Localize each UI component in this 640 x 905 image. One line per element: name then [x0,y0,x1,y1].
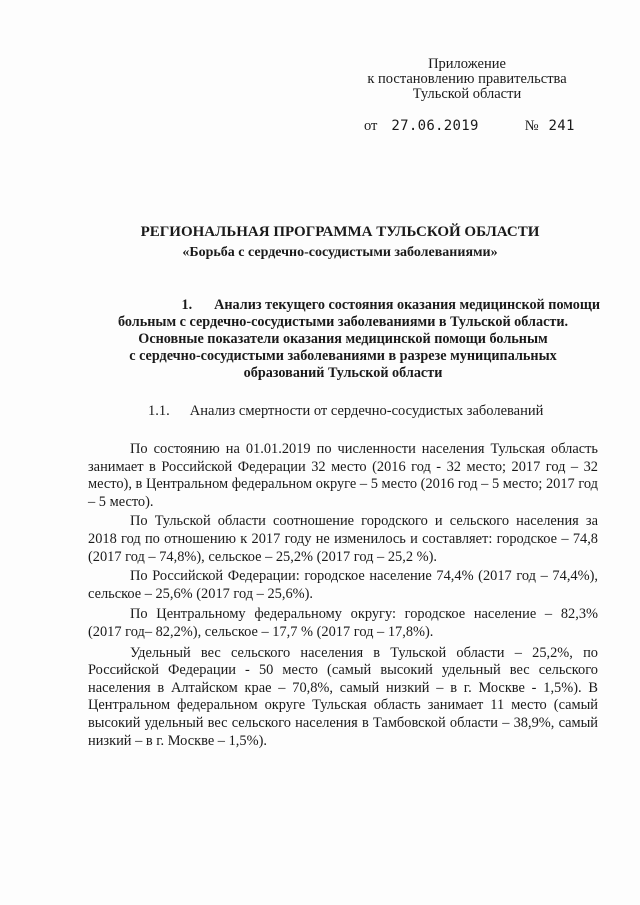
document-number: 241 [548,118,575,134]
subsection-1-1-number: 1.1. [148,403,170,419]
section-1-heading [86,297,600,382]
section-1-line-4: с сердечно-сосудистыми заболеваниями в разрезе муниципальных [129,348,557,364]
date-prefix: от [364,118,378,134]
section-1-line-1 [86,297,600,314]
body-text [88,441,598,752]
paragraph: По Центральному федеральному округу: городское население – 82,3% (2017 год– 82,2%), сельское – 17,7 % (2017 год – 17,8%). [88,606,598,640]
paragraph: По Тульской области соотношение городского и сельского населения за 2018 год по отношению к 2017 году не изменилось и составляет: городское – 74,8 (2017 год – 74,8%), сельское – 25,2% (2017 год – 25,2 %). [88,513,598,565]
section-1-line-2: больным с сердечно-сосудистыми заболеваниями в Тульской области. [117,314,569,330]
annex-line-3: Тульской области [412,86,522,102]
program-title: РЕГИОНАЛЬНАЯ ПРОГРАММА ТУЛЬСКОЙ ОБЛАСТИ [140,224,540,240]
number-prefix: № [524,118,539,134]
document-reference [364,118,575,135]
program-subtitle: «Борьба с сердечно-сосудистыми заболеваниями» [182,245,498,260]
document-date: 27.06.2019 [391,118,479,134]
paragraph: Удельный вес сельского населения в Тульской области – 25,2%, по Российской Федерации - 50 место (самый высокий удельный вес сельского населения в Алтайском крае – 70,8%, самый низкий – в г. Москве - 1,5%). В Центральном федеральном округе Тульская область занимает 11 место (самый высокий удельный вес сельского населения в Тамбовской области – 38,9%, самый низкий – в г. Москве – 1,5%). [88,644,598,749]
paragraph: По состоянию на 01.01.2019 по численности населения Тульская область занимает в Российской Федерации 32 место (2016 год - 32 место; 2017 год – 32 место), в Центральном федеральном округе – 5 место (2016 год – 5 место; 2017 год – 5 место). [88,441,598,510]
annex-line-2: к постановлению правительства [367,71,567,87]
annex-block [352,57,582,102]
section-1-number: 1. [181,297,193,313]
section-1-line-1-text: Анализ текущего состояния оказания медицинской помощи [214,297,600,313]
section-1-line-3: Основные показатели оказания медицинской помощи больным [138,331,548,347]
subsection-1-1-title: Анализ смертности от сердечно-сосудистых заболеваний [189,403,544,419]
paragraph: По Российской Федерации: городское население 74,4% (2017 год – 74,4%), сельское – 25,6% (2017 год – 25,6%). [88,568,598,602]
section-1-line-5: образований Тульской области [243,365,443,381]
annex-line-1: Приложение [428,56,506,72]
subsection-1-1-heading [148,403,543,420]
